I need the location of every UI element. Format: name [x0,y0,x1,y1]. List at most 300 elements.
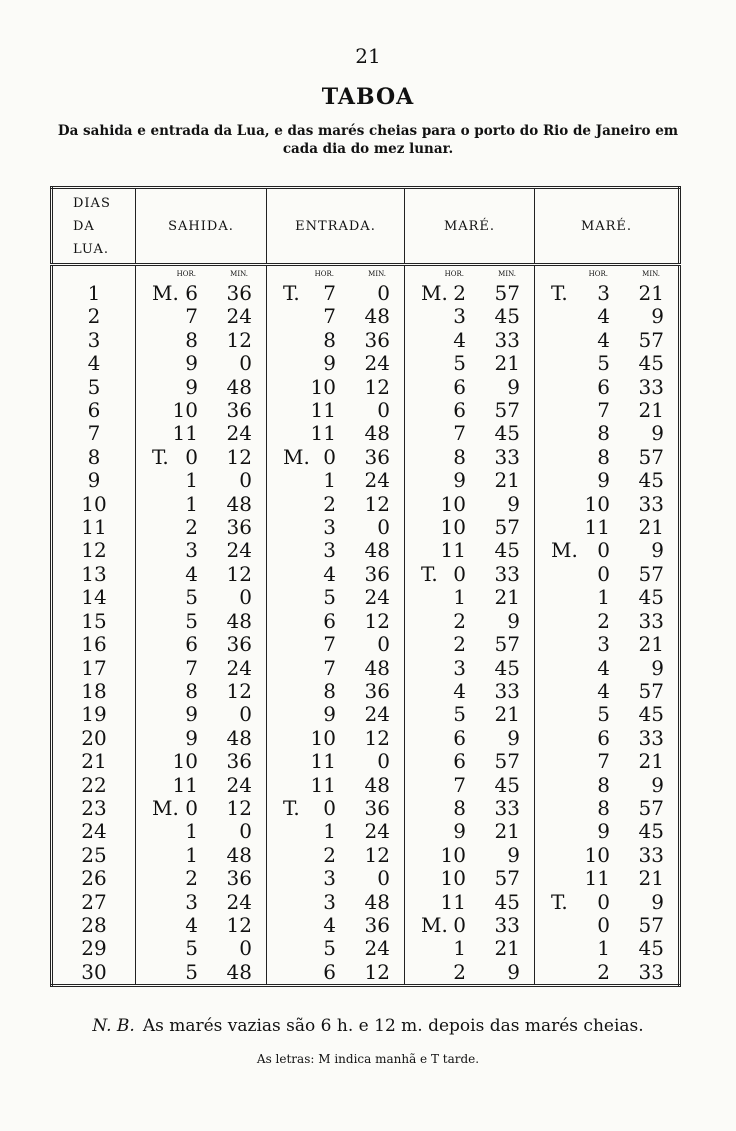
hour-value: 7 [453,772,466,797]
sahida-cell [136,657,267,680]
mare-2-cell-inner [535,516,678,539]
hour-value: 6 [453,749,466,774]
sahida-cell-inner [136,727,266,750]
units-cell-inner [405,266,534,282]
entrada-cell-inner [267,446,404,469]
entrada-cell [267,493,405,516]
mare-1-cell-inner [405,329,534,352]
mare-1-cell [405,727,535,750]
entrada-cell [267,657,405,680]
hour-value: 0 [453,561,466,586]
day-cell: 5 [87,374,101,399]
mare-1-cell [405,586,535,609]
hour-value: 5 [597,702,610,727]
minute-value: 21 [638,398,664,423]
sahida-cell [136,610,267,633]
minute-value: 45 [494,889,520,914]
minute-value: 12 [364,491,390,516]
minute-value: 0 [239,468,252,493]
minute-value: 48 [226,608,252,633]
units-day-cell [52,265,136,283]
hour-value: 10 [172,749,198,774]
minute-value: 9 [651,421,664,446]
mare-1-cell-inner [405,446,534,469]
entrada-cell [267,797,405,820]
hour-value: 9 [185,702,198,727]
mare-2-cell [535,633,680,656]
hour-value: 10 [172,398,198,423]
page-subtitle: Da sahida e entrada da Lua, e das marés cheias para o porto do Rio de Janeiro em cada dia do mez lunar. [57,123,679,157]
sahida-cell-inner [136,493,266,516]
hour-value: 2 [597,608,610,633]
mare-1-cell-inner [405,422,534,445]
mare-1-cell-inner [405,493,534,516]
entrada-cell-inner [267,399,404,422]
minute-value: 9 [651,772,664,797]
hour-value: 7 [597,749,610,774]
sahida-cell [136,469,267,492]
entrada-cell [267,820,405,843]
table-row [52,797,680,820]
minute-value: 12 [364,959,390,984]
hour-value: 7 [323,304,336,329]
table-row [52,844,680,867]
hour-value: 9 [185,725,198,750]
minute-value: 24 [226,655,252,680]
table-header-row [52,188,680,265]
sahida-cell-inner [136,633,266,656]
mare-1-cell-inner [405,633,534,656]
day-cell: 18 [81,678,107,703]
minute-value: 24 [364,702,390,727]
hour-value: 6 [453,725,466,750]
table-row [52,399,680,422]
mare-1-cell-inner [405,750,534,773]
mare-1-cell [405,867,535,890]
mare-2-cell [535,657,680,680]
entrada-cell-inner [267,282,404,305]
minute-value: 48 [226,725,252,750]
mare-1-cell-inner [405,539,534,562]
day-cell: 1 [87,281,101,305]
hour-value: 5 [185,608,198,633]
mare-2-cell [535,680,680,703]
minute-value: 33 [494,327,520,352]
mare-1-cell [405,680,535,703]
hour-value: 11 [310,749,336,774]
minute-value: 9 [507,842,520,867]
mare-1-cell [405,610,535,633]
minute-value: 12 [226,678,252,703]
sahida-cell-inner [136,961,266,984]
minute-value: 36 [226,515,252,540]
entrada-cell-inner [267,352,404,375]
hour-value: 0 [323,795,336,820]
table-row [52,539,680,562]
entrada-cell-inner [267,914,404,937]
hour-value: 3 [453,655,466,680]
mare-1-cell [405,657,535,680]
hour-value: 10 [584,842,610,867]
mare-1-cell [405,797,535,820]
minute-value: 12 [364,842,390,867]
hour-value: 11 [310,772,336,797]
mare-1-cell [405,750,535,773]
mare-1-cell [405,516,535,539]
minute-value: 24 [364,585,390,610]
sahida-cell [136,680,267,703]
table-row [52,376,680,399]
entrada-cell [267,422,405,445]
minute-value: 9 [507,491,520,516]
minute-value: 45 [638,468,664,493]
mare-1-cell [405,563,535,586]
minute-value: 12 [364,608,390,633]
day-cell: 30 [81,959,107,984]
units-cell-inner [136,266,266,282]
mare-2-cell-inner [535,750,678,773]
minute-value: 33 [638,725,664,750]
sahida-cell [136,329,267,352]
day-cell: 15 [81,608,107,633]
sahida-cell [136,844,267,867]
mare-2-cell-inner [535,539,678,562]
header-days [52,188,136,265]
sahida-cell-inner [136,937,266,960]
sahida-cell [136,867,267,890]
table-row [52,937,680,960]
hour-value: 4 [453,327,466,352]
minute-value: 21 [638,281,664,305]
sahida-cell [136,774,267,797]
table-row [52,727,680,750]
hour-value: 9 [453,468,466,493]
minute-value: 9 [651,655,664,680]
sahida-cell-inner [136,610,266,633]
hour-value: 2 [453,632,466,657]
sahida-cell [136,891,267,914]
minute-value: 48 [226,491,252,516]
hour-value: 11 [310,398,336,423]
hour-value: 1 [323,819,336,844]
mare-1-cell-inner [405,610,534,633]
hour-value: 1 [453,936,466,961]
sahida-cell-inner [136,914,266,937]
minute-value: 12 [226,912,252,937]
table-row [52,305,680,328]
minute-value: 0 [377,515,390,540]
hour-value: 3 [453,304,466,329]
day-cell: 27 [81,889,107,914]
hour-value: 11 [440,889,466,914]
header-days-line2: DA [73,218,95,234]
entrada-cell [267,844,405,867]
page-title: TABOA [321,84,415,110]
mare-1-cell-inner [405,937,534,960]
hour-value: 9 [185,351,198,376]
mare-2-cell [535,937,680,960]
hour-value: 10 [440,515,466,540]
day-cell: 25 [81,842,107,867]
mare-1-cell-inner [405,820,534,843]
mare-1-cell [405,305,535,328]
hour-value: 0 [597,538,610,563]
mare-1-cell [405,539,535,562]
hour-value: 11 [440,538,466,563]
hour-value: 3 [323,538,336,563]
header-days-line1: DIAS [73,195,111,211]
entrada-cell [267,610,405,633]
minute-value: 24 [364,819,390,844]
hour-value: 5 [185,959,198,984]
table-row [52,891,680,914]
table-row [52,586,680,609]
hour-value: 0 [185,795,198,820]
minute-value: 57 [494,281,520,305]
hour-value: 6 [597,725,610,750]
hour-value: 2 [323,491,336,516]
table-row [52,282,680,305]
minute-value: 36 [226,866,252,891]
hour-value: 3 [323,515,336,540]
minute-value: 21 [638,515,664,540]
minute-value: 33 [494,912,520,937]
header-entrada: ENTRADA. [267,188,405,265]
entrada-cell-inner [267,891,404,914]
table-row [52,422,680,445]
hour-value: 9 [453,819,466,844]
day-cell: 8 [87,444,101,469]
minute-value: 9 [507,725,520,750]
sahida-cell-inner [136,867,266,890]
minute-value: 45 [494,655,520,680]
minute-value: 0 [377,281,390,305]
table-row [52,703,680,726]
hour-value: 0 [597,912,610,937]
minute-value: 45 [494,421,520,446]
sahida-cell-inner [136,376,266,399]
period-marker: M. [152,795,179,820]
mare-1-cell-inner [405,867,534,890]
mare-2-cell [535,820,680,843]
sahida-cell-inner [136,750,266,773]
hour-value: 5 [453,351,466,376]
entrada-cell-inner [267,610,404,633]
entrada-cell-inner [267,329,404,352]
mare-2-cell [535,422,680,445]
minute-value: 12 [364,725,390,750]
entrada-cell-inner [267,867,404,890]
table-row [52,469,680,492]
mare-2-cell [535,563,680,586]
table-row [52,633,680,656]
minute-value: 24 [226,421,252,446]
minute-value: 36 [364,678,390,703]
unit-hour-label: HOR. [444,270,464,278]
mare-1-cell-inner [405,376,534,399]
minute-value: 48 [364,655,390,680]
day-cell: 6 [87,398,101,423]
mare-2-cell [535,797,680,820]
sahida-cell [136,399,267,422]
minute-value: 57 [494,632,520,657]
sahida-cell [136,305,267,328]
sahida-cell [136,586,267,609]
mare-2-cell-inner [535,376,678,399]
entrada-cell [267,961,405,986]
table-row [52,820,680,843]
day-cell: 3 [87,327,101,352]
period-marker: T. [421,561,438,586]
mare-1-cell [405,352,535,375]
hour-value: 0 [453,912,466,937]
hour-value: 3 [323,866,336,891]
minute-value: 21 [494,819,520,844]
minute-value: 57 [638,561,664,586]
hour-value: 3 [323,889,336,914]
unit-hour-label: HOR. [314,270,334,278]
minute-value: 0 [377,866,390,891]
day-cell: 7 [87,421,101,446]
entrada-cell [267,703,405,726]
minute-value: 33 [494,444,520,469]
entrada-cell-inner [267,680,404,703]
day-cell: 20 [81,725,107,750]
minute-value: 12 [226,795,252,820]
entrada-cell [267,891,405,914]
page-number: 21 [355,44,381,68]
sahida-cell-inner [136,539,266,562]
hour-value: 6 [597,374,610,399]
hour-value: 4 [185,912,198,937]
entrada-cell-inner [267,703,404,726]
mare-2-cell-inner [535,610,678,633]
minute-value: 33 [638,959,664,984]
entrada-cell [267,914,405,937]
mare-2-cell-inner [535,422,678,445]
mare-1-cell [405,844,535,867]
hour-value: 1 [185,468,198,493]
entrada-cell [267,469,405,492]
footnote [0,1016,736,1036]
hour-value: 8 [323,678,336,703]
minute-value: 57 [494,749,520,774]
sahida-cell-inner [136,680,266,703]
hour-value: 9 [597,819,610,844]
day-cell: 22 [81,772,107,797]
entrada-cell-inner [267,516,404,539]
mare-2-cell-inner [535,727,678,750]
entrada-cell [267,329,405,352]
minute-value: 33 [494,561,520,586]
header-mare-2: MARÉ. [535,188,680,265]
period-marker: M. [421,281,448,305]
hour-value: 8 [453,795,466,820]
day-cell: 17 [81,655,107,680]
hour-value: 4 [323,561,336,586]
entrada-cell [267,680,405,703]
minute-value: 48 [226,959,252,984]
hour-value: 2 [185,515,198,540]
entrada-cell [267,937,405,960]
day-cell: 26 [81,866,107,891]
entrada-cell [267,376,405,399]
minute-value: 0 [239,702,252,727]
table-row [52,516,680,539]
entrada-cell [267,727,405,750]
mare-1-cell-inner [405,703,534,726]
period-marker: M. [152,281,179,305]
minute-value: 36 [226,632,252,657]
minute-value: 36 [226,749,252,774]
hour-value: 0 [323,444,336,469]
entrada-cell-inner [267,633,404,656]
minute-value: 57 [638,678,664,703]
hour-value: 6 [323,959,336,984]
mare-1-cell-inner [405,891,534,914]
minute-value: 24 [226,772,252,797]
sahida-cell-inner [136,797,266,820]
minute-value: 9 [507,374,520,399]
minute-value: 48 [364,538,390,563]
legend-note: As letras: M indica manhã e T tarde. [256,1052,480,1066]
period-marker: M. [283,444,310,469]
mare-1-cell-inner [405,282,534,305]
mare-2-cell [535,352,680,375]
entrada-cell [267,516,405,539]
mare-2-cell [535,867,680,890]
hour-value: 6 [323,608,336,633]
sahida-cell [136,961,267,986]
sahida-cell [136,352,267,375]
day-cell: 23 [81,795,107,820]
day-cell: 21 [81,749,107,774]
header-mare-1: MARÉ. [405,188,535,265]
hour-value: 11 [172,772,198,797]
mare-1-cell-inner [405,680,534,703]
mare-2-cell [535,539,680,562]
hour-value: 8 [597,421,610,446]
minute-value: 45 [494,772,520,797]
hour-value: 4 [597,678,610,703]
minute-value: 33 [494,795,520,820]
hour-value: 7 [597,398,610,423]
sahida-cell-inner [136,399,266,422]
entrada-cell [267,399,405,422]
minute-value: 48 [364,421,390,446]
minute-value: 21 [494,585,520,610]
minute-value: 33 [638,491,664,516]
mare-1-cell-inner [405,774,534,797]
minute-value: 36 [226,398,252,423]
hour-value: 8 [185,327,198,352]
day-cell: 19 [81,702,107,727]
mare-1-cell [405,329,535,352]
hour-value: 9 [323,702,336,727]
hour-value: 5 [323,585,336,610]
sahida-cell [136,422,267,445]
sahida-cell-inner [136,469,266,492]
mare-2-cell [535,844,680,867]
minute-value: 24 [226,889,252,914]
mare-1-cell-inner [405,352,534,375]
minute-value: 12 [226,561,252,586]
hour-value: 10 [440,842,466,867]
sahida-cell [136,539,267,562]
mare-2-cell-inner [535,282,678,305]
minute-value: 21 [638,866,664,891]
hour-value: 5 [185,936,198,961]
